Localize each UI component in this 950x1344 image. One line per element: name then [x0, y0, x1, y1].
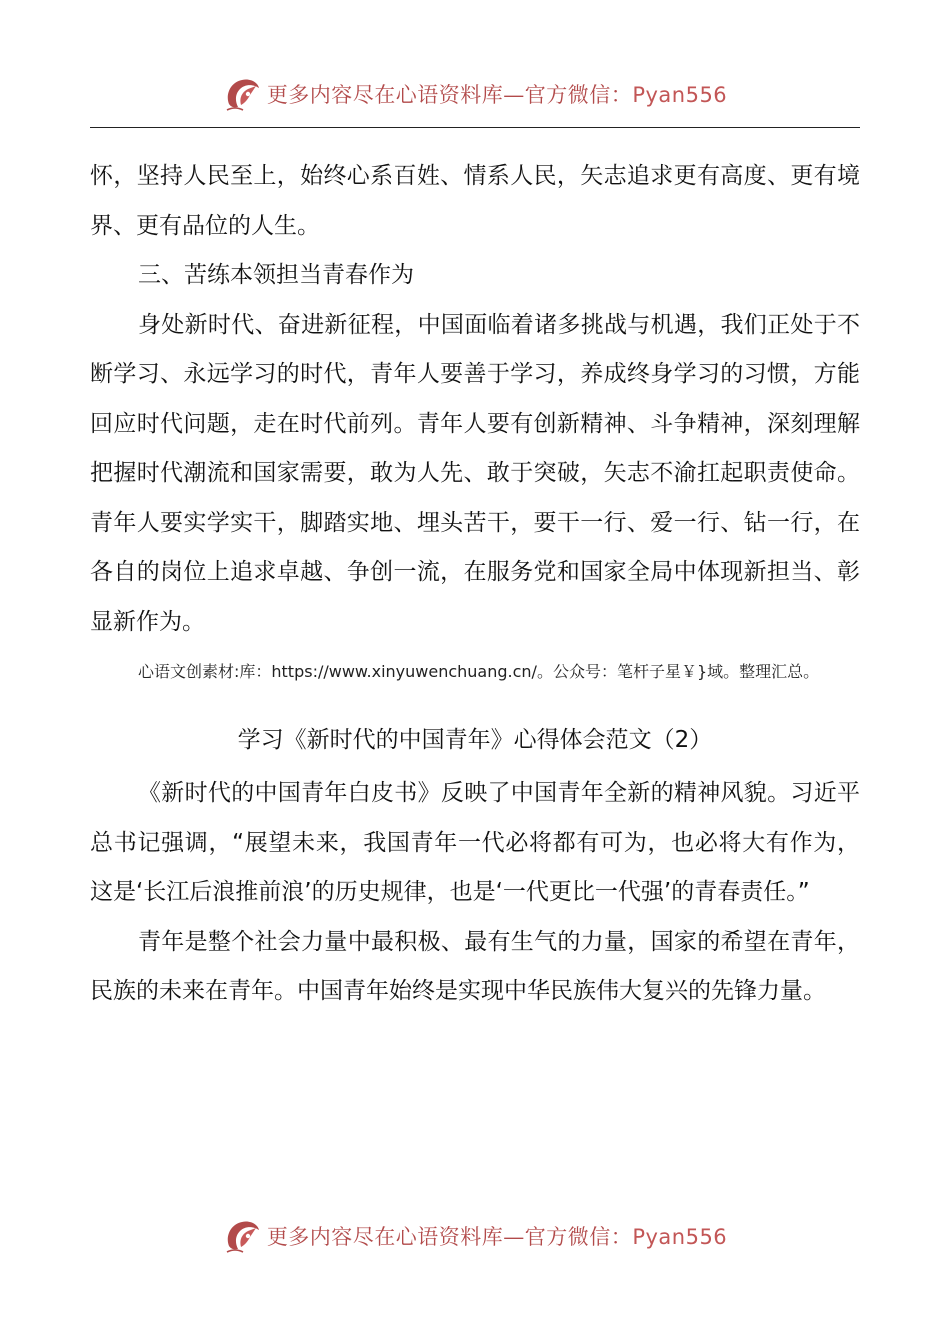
- wechat-id: Pyan556: [632, 1225, 728, 1249]
- header-banner: [0, 70, 950, 118]
- document-body: [90, 152, 860, 1017]
- paragraph-continuation: 怀，坚持人民至上，始终心系百姓、情系人民，矢志追求更有高度、更有境界、更有品位的人生。: [90, 163, 860, 239]
- pen-nib-logo-icon: [223, 74, 263, 114]
- paragraph-study: 身处新时代、奋进新征程，中国面临着诸多挑战与机遇，我们正处于不断学习、永远学习的时代，青年人要善于学习，养成终身学习的习惯，方能回应时代问题，走在时代前列。青年人要有创新精神、斗争精神，深刻理解把握时代潮流和国家需要，敢为人先、敢于突破，矢志不渝扛起职责使命。青年人要实学实干，脚踏实地、埋头苦干，要干一行、爱一行、钻一行，在各自的岗位上追求卓越、争创一流，在服务党和国家全局中体现新担当、彰显新作为。: [90, 311, 860, 635]
- paragraph-youth: 青年是整个社会力量中最积极、最有生气的力量，国家的希望在青年，民族的未来在青年。中国青年始终是实现中华民族伟大复兴的先锋力量。: [90, 928, 860, 1004]
- pen-nib-logo-icon: [223, 1216, 263, 1256]
- footer-banner-text: 更多内容尽在心语资料库—官方微信：Pyan556: [266, 1225, 728, 1249]
- essay-title: 学习《新时代的中国青年》心得体会范文（2）: [237, 727, 713, 753]
- header-banner-text: 更多内容尽在心语资料库—官方微信：Pyan556: [266, 83, 728, 107]
- header-divider: [90, 127, 860, 128]
- wechat-id: Pyan556: [632, 83, 728, 107]
- footer-banner: [0, 1212, 950, 1260]
- section-heading-3: 三、苦练本领担当青春作为: [138, 262, 414, 288]
- paragraph-white-paper: 《新时代的中国青年白皮书》反映了中国青年全新的精神风貌。习近平总书记强调，“展望未来，我国青年一代必将都有可为，也必将大有作为，这是‘长江后浪推前浪’的历史规律，也是‘一代更比一代强’的青春责任。”: [90, 780, 860, 905]
- source-note: 心语文创素材:库：https://www.xinyuwenchuang.cn/。公众号：笔杆子星￥}域。整理汇总。: [138, 662, 820, 681]
